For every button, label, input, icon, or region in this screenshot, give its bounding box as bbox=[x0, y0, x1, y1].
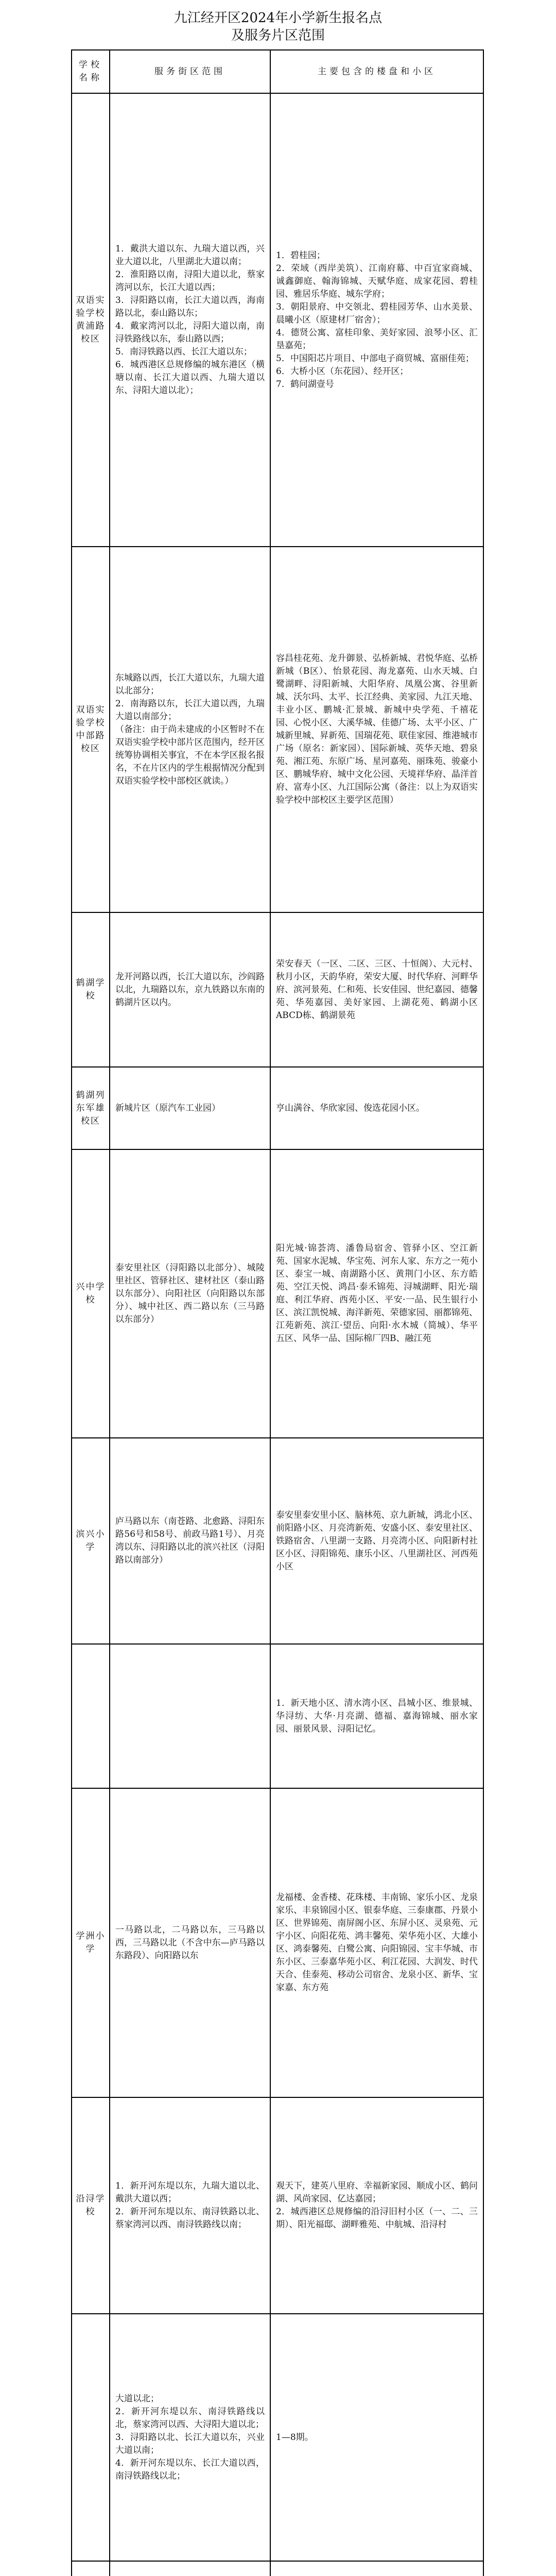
school-name-cell bbox=[72, 2561, 110, 2576]
service-area-line: 5．南浔铁路以西、长江大道以东； bbox=[115, 347, 252, 357]
table-header-row bbox=[72, 50, 483, 93]
table-row bbox=[72, 1788, 483, 2097]
school-name-cell: 兴中学校 bbox=[72, 1149, 110, 1438]
service-area-cell bbox=[110, 1149, 270, 1438]
service-area-cell bbox=[110, 1788, 270, 2097]
header-area: 服务街区范围 bbox=[110, 50, 270, 93]
school-name-cell: 沿浔学校 bbox=[72, 2097, 110, 2314]
service-area-line: 2．南海路以东，长江大道以西，九瑞大道以南部分； bbox=[115, 698, 265, 722]
service-area-cell bbox=[110, 2314, 270, 2561]
header-school: 学校名称 bbox=[72, 50, 110, 93]
communities-cell bbox=[270, 1644, 483, 1788]
school-name-cell: 滨兴小学 bbox=[72, 1438, 110, 1644]
service-area-line: 2．新开河东堤以东、南浔铁路线以北，蔡家湾河以西、大浔阳大道以北； bbox=[115, 2406, 265, 2430]
service-area-line: 1．新开河东堤以东，九瑞大道以北、戴洪大道以西； bbox=[115, 2181, 265, 2204]
school-name-cell: 学洲小学 bbox=[72, 1788, 110, 2097]
community-line: 容昌桂花苑、龙升御景、弘桥新城、君悦华庭、弘桥新城（B区）、怡景花园、海龙嘉苑、山水天城、白鹭湖畔、浔阳新城、大阳华府、凤凰公寓、谷里新城、沃尔玛、太平、长江经典、美家园、九江天地、丰业小区、鹏城·汇景城、新城中央学苑、千禧花园、心悦小区、大溪华城、佳德广场、太平小区、广城新里城、昇新苑、国瑞花苑、联佳家园、维港城市广场（原名：新家园）、国际新城、英华天地、碧泉苑、湘江苑、东原广场、星河嘉苑、丽珠苑、骏豪小区、鹏城华府、城中文化公园、天境祥华府、晶洋首府、富寿小区、九江国际公寓（备注：以上为双语实验学校中部校区主要学区范围） bbox=[276, 653, 478, 805]
table-row bbox=[72, 547, 483, 912]
service-area-line: 3．浔阳路以北、长江大道以东，兴业大道以南； bbox=[115, 2432, 265, 2455]
school-name-cell: 双语实验学校中部路校区 bbox=[72, 547, 110, 912]
community-line: 1—8期。 bbox=[276, 2432, 314, 2443]
service-area-line: 2．新开河东堤以东、南浔铁路以北、蔡家湾河以西、南浔铁路线以南； bbox=[115, 2207, 265, 2230]
table-row bbox=[72, 1149, 483, 1438]
communities-cell bbox=[270, 93, 483, 547]
community-line: 5．中国阳芯片项目、中部电子商贸城、富丽佳苑； bbox=[276, 353, 474, 364]
service-area-cell bbox=[110, 93, 270, 547]
table-row bbox=[72, 1644, 483, 1788]
community-line: 1．碧桂园； bbox=[276, 250, 325, 261]
community-line: 6．大桥小区（东花园）、经开区； bbox=[276, 366, 409, 377]
table-body bbox=[72, 93, 483, 2576]
community-line: 2．城西港区总规修编的沿浔旧村小区（一、二、三期）、阳光福邸、湖畔雅苑、中航城、沿浔村 bbox=[276, 2207, 478, 2230]
service-area-line: 大道以北； bbox=[115, 2393, 159, 2404]
service-area-line: 龙开河路以西，长江大道以东，沙阎路以北，九瑞路以东，京九铁路以东南的鹤湖片区以内。 bbox=[115, 971, 265, 1008]
community-line: 龙福楼、金香楼、花珠楼、丰南锦、家乐小区、龙泉家乐、丰泉锦园小区、银泰华庭、三泰康郡、丹景小区、世界锦苑、南屏阁小区、东屏小区、灵泉苑、元宇小区、向阳花苑、鸿丰馨苑、荣华苑小区、大雄小区、鸿泰馨苑、白鹭公寓、向阳锦园、宝丰华城、市东小区、三泰嘉华苑小区、利江花园、大润发、时代天合、佳泰苑、移动公司宿舍、龙泉小区、新华、宝家嘉、东方苑 bbox=[276, 1892, 478, 1993]
service-area-cell bbox=[110, 2097, 270, 2314]
service-area-line: 新城片区（原汽车工业园） bbox=[115, 1103, 220, 1113]
service-area-line: 3．浔阳路以南，长江大道以西，海南路以北，泰山路以东； bbox=[115, 295, 265, 318]
service-area-line: 6．城西港区总规修编的城东港区（横塘以南、长江大道以西、九瑞大道以东、浔阳大道以北）； bbox=[115, 360, 265, 396]
service-area-cell bbox=[110, 1067, 270, 1149]
community-line: 1．新天地小区、清水湾小区、昌城小区、维景城、华浔纺、大华·月亮湖、德福、嘉海锦城、丽水家园、丽景风景、浔阳记忆。 bbox=[276, 1698, 478, 1734]
communities-cell bbox=[270, 1149, 483, 1438]
community-line: 7．鹤问湖壹号 bbox=[276, 379, 334, 389]
community-line: 阳光城·锦荟湾、潘鲁局宿舍、管驿小区、空江新苑、国家水泥城、华宝苑、河东人家、东方之一苑小区、泰宝一城、南湖路小区、黄荆门小区、东方皓苑、空江天悦、鸿昌·泰禾锦苑、浔城湖畔、阳光·瑞庭、利江华府、西苑小区、平安·一品、民生银行小区、滨江凯悦城、海洋新苑、荣德家园、丽都锦苑、江苑新苑、滨江·望岳、向阳·水木城（简城）、华平五区、风华一品、国际棉厂四B、融江苑 bbox=[276, 1243, 478, 1344]
service-area-line: 一马路以北，二马路以东，三马路以西，三马路以北（不含中东—庐马路以东路段）、向阳路以东 bbox=[115, 1924, 265, 1961]
service-area-cell bbox=[110, 547, 270, 912]
communities-cell bbox=[270, 2561, 483, 2576]
school-name-cell: 双语实验学校黄浦路校区 bbox=[72, 93, 110, 547]
service-area-cell bbox=[110, 2561, 270, 2576]
communities-cell bbox=[270, 1067, 483, 1149]
school-name-cell bbox=[72, 2314, 110, 2561]
header-communities: 主要包含的楼盘和小区 bbox=[270, 50, 483, 93]
service-area-line: 东城路以西，长江大道以东，九瑞大道以北部分； bbox=[115, 672, 265, 696]
table-row bbox=[72, 1067, 483, 1149]
service-area-line: （备注：由于尚未建成的小区暂时不在双语实验学校中部片区范围内，经开区统筹协调相关事宜，不在本学区报名报名，不在片区内的学生根据情况分配到双语实验学校中部校区就读。） bbox=[115, 724, 265, 786]
table-row bbox=[72, 93, 483, 547]
service-area-line: 2．淮阳路以南，浔阳大道以北，蔡家湾河以东，长江大道以西； bbox=[115, 269, 265, 293]
communities-cell bbox=[270, 1788, 483, 2097]
community-line: 3．朝阳景府、中交领北、碧桂园芳华、山水美景、晨曦小区（原建材厂宿舍）； bbox=[276, 301, 478, 325]
service-area-cell bbox=[110, 1644, 270, 1788]
school-name-cell: 鹤湖列东军雄校区 bbox=[72, 1067, 110, 1149]
community-line: 荣安春天（一区、二区、三区、十恒阁）、大元村、秋月小区，天韵华府，荣安大厦、时代华府、河畔华府、滨河景苑、仁和苑、长安佳园、世纪嘉园、德馨苑、华苑嘉园、美好家园、上湖花苑、鹤湖小区ABCD栋、鹤湖景苑 bbox=[276, 958, 478, 1021]
table-row bbox=[72, 1438, 483, 1644]
service-area-cell bbox=[110, 912, 270, 1067]
table-row bbox=[72, 2314, 483, 2561]
enrollment-table bbox=[71, 49, 484, 2576]
school-name-cell: 鹤湖学校 bbox=[72, 912, 110, 1067]
document-title-line2: 及服务片区范围 bbox=[231, 28, 325, 43]
community-line: 泰安里泰安里小区、脑林苑、京九新城，鸿北小区、前阳路小区、月亮湾新苑、安盛小区、泰安里社区、铁路宿舍、八里湖一支路、月亮湾小区、向阳新村社区小区、浔阳锦苑、康乐小区、八里湖社区、河西苑小区 bbox=[276, 1510, 478, 1572]
table-row bbox=[72, 2097, 483, 2314]
communities-cell bbox=[270, 2314, 483, 2561]
service-area-line: 泰安里社区（浔阳路以北部分）、城陵里社区、管驿社区、建材社区（泰山路以东部分）、向阳社区（向阳路以东部分）、城中社区、西二路以东（三马路以东部分） bbox=[115, 1262, 265, 1325]
service-area-line: 4．戴家湾河以北，浔阳大道以南，南浔铁路线以东，泰山路以西； bbox=[115, 321, 265, 344]
service-area-line: 1．戴洪大道以东、九瑞大道以西，兴业大道以北，八里湖北大道以南； bbox=[115, 244, 265, 267]
service-area-line: 4．新开河东堤以东、长江大道以西，南浔铁路线以北； bbox=[115, 2458, 265, 2481]
school-name-cell bbox=[72, 1644, 110, 1788]
community-line: 亨山满谷、华欣家园、俊选花园小区。 bbox=[276, 1103, 425, 1113]
communities-cell bbox=[270, 912, 483, 1067]
communities-cell bbox=[270, 547, 483, 912]
community-line: 4．德贤公寓、富桂印象、美好家园、浪琴小区、汇垦嘉苑； bbox=[276, 327, 478, 351]
community-line: 观天下，建英八里府、幸福新家园、顺成小区、鹤问湖、风尚家园、亿达嘉园； bbox=[276, 2181, 478, 2204]
community-line: 2．荣域（西岸美筑）、江南府幕、中百宜家商城、诚鑫御庭、翰海锦城、天赋华庭、成家花园、碧桂园、雅居乐华庭、城东学府； bbox=[276, 263, 478, 299]
service-area-line: 庐马路以东（南苍路、北愈路、浔阳东路56号和58号、前政马路1号）、月亮湾以东、浔阳路以北的滨兴社区（浔阳路以南部分） bbox=[115, 1516, 265, 1565]
communities-cell bbox=[270, 2097, 483, 2314]
document-title-line1: 九江经开区2024年小学新生报名点 bbox=[173, 10, 383, 26]
communities-cell bbox=[270, 1438, 483, 1644]
service-area-cell bbox=[110, 1438, 270, 1644]
table-row bbox=[72, 2561, 483, 2576]
table-row bbox=[72, 912, 483, 1067]
